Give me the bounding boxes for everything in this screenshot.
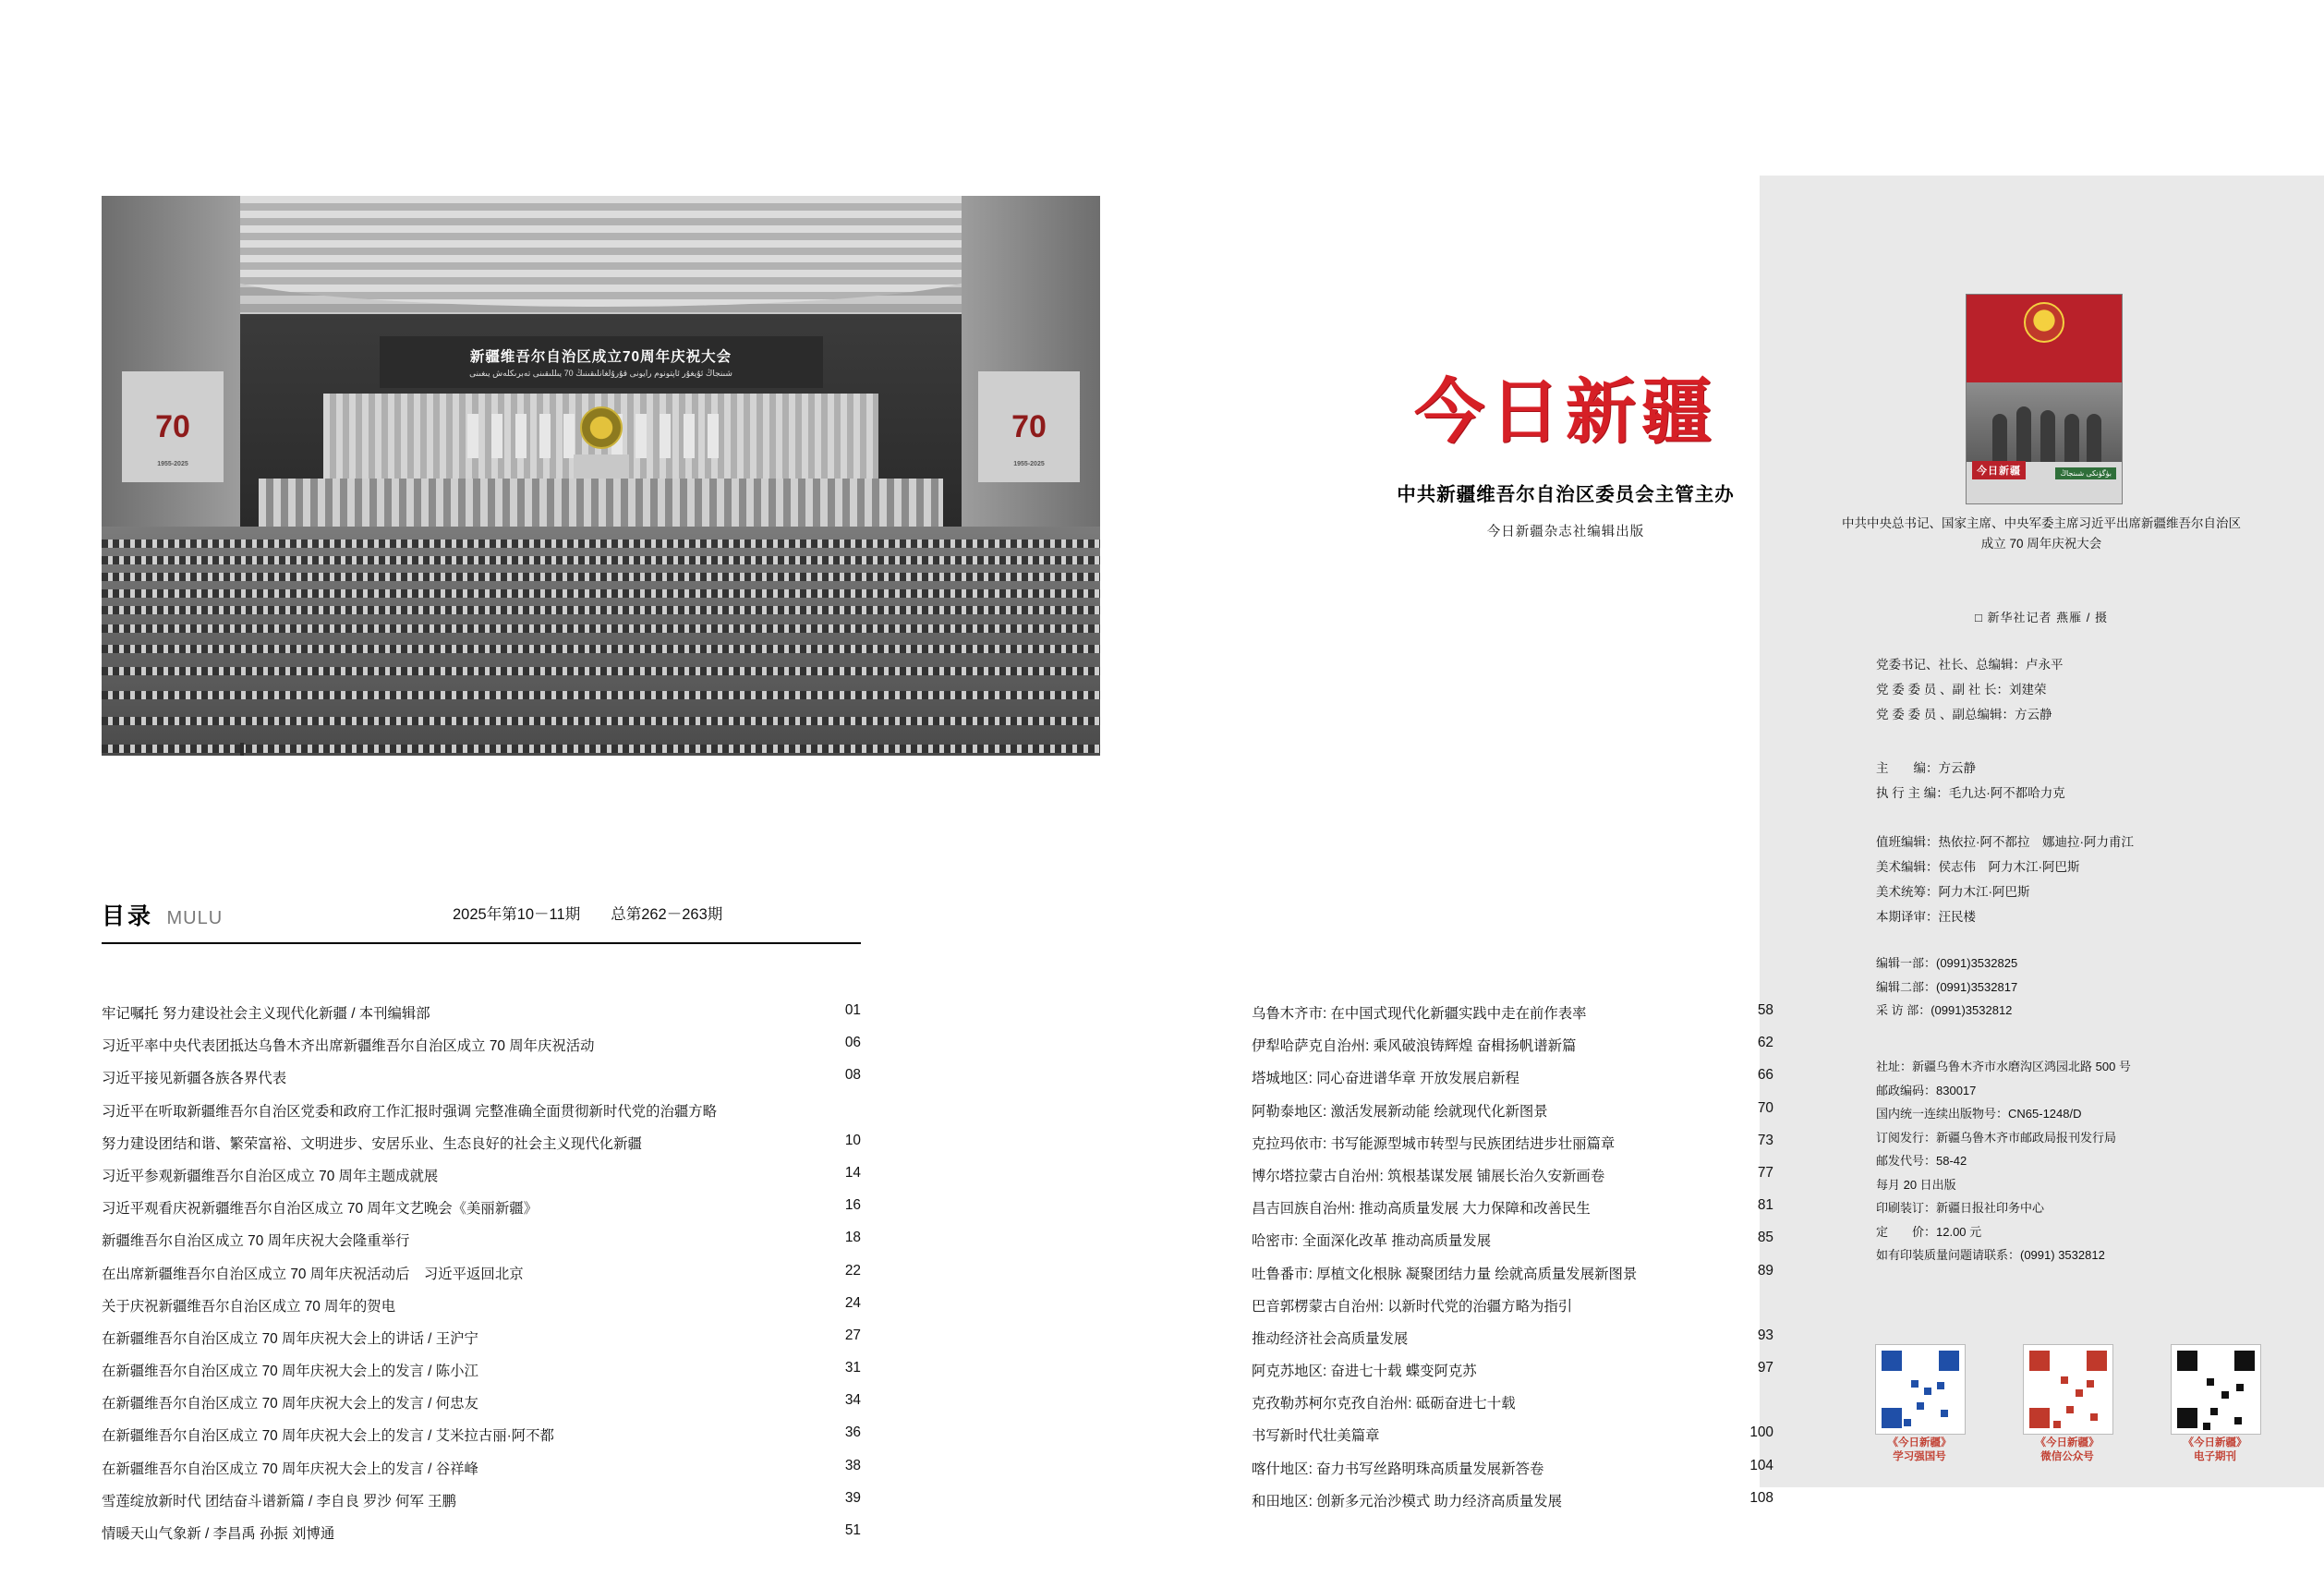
masthead-sponsor: 中共新疆维吾尔自治区委员会主管主办 bbox=[1397, 484, 1735, 505]
toc-entry-title: 克孜勒苏柯尔克孜自治州: 砥砺奋进七十载 bbox=[1252, 1396, 1516, 1412]
toc-entry-title: 在新疆维吾尔自治区成立 70 周年庆祝大会上的发言 / 艾米拉古丽·阿不都 bbox=[102, 1428, 554, 1445]
editor-list bbox=[1876, 756, 2310, 806]
toc-entry[interactable] bbox=[1252, 1327, 1773, 1360]
toc-entry-title: 推动经济社会高质量发展 bbox=[1252, 1330, 1409, 1347]
cover-photo bbox=[102, 196, 1100, 756]
audience-rows bbox=[102, 539, 1100, 756]
staff-item: 党 委 委 员 、副 社 长：刘建荣 bbox=[1876, 683, 2047, 697]
info-item: 如有印装质量问题请联系：(0991) 3532812 bbox=[1876, 1248, 2105, 1262]
toc-entry-page: 22 bbox=[844, 1262, 861, 1279]
toc-entry-page: 38 bbox=[844, 1457, 861, 1473]
anniversary-emblem-left bbox=[122, 371, 224, 482]
toc-entry-title: 在新疆维吾尔自治区成立 70 周年庆祝大会上的讲话 / 王沪宁 bbox=[102, 1330, 478, 1347]
emblem-right-number: 70 bbox=[1011, 408, 1047, 444]
cover-figures bbox=[1967, 394, 2122, 461]
toc-entry[interactable] bbox=[102, 1197, 861, 1230]
contact-list bbox=[1876, 952, 2319, 1023]
info-item: 订阅发行：新疆乌鲁木齐市邮政局报刊发行局 bbox=[1876, 1130, 2117, 1145]
info-item: 定 价：12.00 元 bbox=[1876, 1224, 1982, 1239]
masthead-publisher: 今日新疆杂志社编辑出版 bbox=[1486, 525, 1645, 539]
staff-item: 主 编：方云静 bbox=[1876, 761, 1976, 775]
toc-entry[interactable] bbox=[1252, 1295, 1764, 1327]
toc-entry-title: 新疆维吾尔自治区成立 70 周年庆祝大会隆重举行 bbox=[102, 1233, 410, 1250]
toc-entry-page: 81 bbox=[1757, 1197, 1773, 1214]
toc-entry-page: 14 bbox=[844, 1164, 861, 1181]
toc-entry-title: 雪莲绽放新时代 团结奋斗谱新篇 / 李自良 罗沙 何军 王鹏 bbox=[102, 1493, 456, 1509]
toc-entry-page: 93 bbox=[1757, 1327, 1773, 1343]
toc-header bbox=[102, 898, 905, 931]
toc-entry[interactable] bbox=[102, 1360, 861, 1392]
qr-code-row bbox=[1875, 1344, 2309, 1473]
toc-entry-page: 62 bbox=[1757, 1035, 1773, 1051]
toc-entry[interactable] bbox=[102, 1002, 861, 1035]
toc-entry[interactable] bbox=[1252, 1132, 1773, 1165]
toc-entry[interactable] bbox=[1252, 1489, 1773, 1522]
toc-entry-page: 85 bbox=[1757, 1230, 1773, 1246]
stage-seating bbox=[259, 479, 943, 530]
toc-entry-title: 和田地区: 创新多元治沙模式 助力经济高质量发展 bbox=[1252, 1493, 1563, 1509]
toc-entry-title: 阿勒泰地区: 激活发展新动能 绘就现代化新图景 bbox=[1252, 1103, 1548, 1120]
toc-entry[interactable] bbox=[102, 1392, 861, 1424]
toc-entry-title: 喀什地区: 奋力书写丝路明珠高质量发展新答卷 bbox=[1252, 1461, 1544, 1477]
toc-entry-title: 巴音郭楞蒙古自治州: 以新时代党的治疆方略为指引 bbox=[1252, 1298, 1573, 1315]
toc-entry-title: 伊犁哈萨克自治州: 乘风破浪铸辉煌 奋楫扬帆谱新篇 bbox=[1252, 1038, 1577, 1055]
publication-info bbox=[1876, 1055, 2319, 1267]
toc-entry[interactable] bbox=[102, 1490, 861, 1522]
toc-entry[interactable] bbox=[1252, 1067, 1773, 1099]
toc-entry[interactable] bbox=[102, 1230, 861, 1262]
toc-entry-page: 66 bbox=[1757, 1067, 1773, 1084]
toc-entry[interactable] bbox=[102, 1133, 861, 1165]
contact-item: 采 访 部：(0991)3532812 bbox=[1876, 1003, 2013, 1017]
toc-entry[interactable] bbox=[1252, 1164, 1773, 1197]
anniversary-emblem-right bbox=[978, 371, 1080, 482]
toc-entry-title: 在新疆维吾尔自治区成立 70 周年庆祝大会上的发言 / 陈小江 bbox=[102, 1364, 478, 1380]
ceiling-arc bbox=[212, 196, 989, 307]
staff-item: 本期译审：汪民楼 bbox=[1876, 910, 1976, 924]
contact-item: 编辑一部：(0991)3532825 bbox=[1876, 956, 2018, 970]
staff-item: 执 行 主 编：毛九达·阿不都哈力克 bbox=[1876, 786, 2065, 800]
toc-entry-page: 70 bbox=[1757, 1099, 1773, 1116]
toc-entry-page: 39 bbox=[844, 1489, 861, 1506]
toc-entry-title: 书写新时代壮美篇章 bbox=[1252, 1428, 1380, 1445]
toc-entry-title: 在新疆维吾尔自治区成立 70 周年庆祝大会上的发言 / 何忠友 bbox=[102, 1396, 478, 1412]
toc-entry-page: 104 bbox=[1749, 1457, 1773, 1473]
toc-entry[interactable] bbox=[1252, 1262, 1773, 1295]
stage-banner-subtitle: شىنجاڭ ئۇيغۇر ئاپتونوم رايونى قۇرۇلغانلىقىنىڭ 70 يىللىقىنى تەبرىكلەش يىغىنى bbox=[469, 369, 732, 378]
toc-entry-page: 77 bbox=[1757, 1164, 1773, 1181]
toc-column-right bbox=[1252, 1002, 1773, 1522]
cover-credit: □ 新华社记者 燕雁 / 摄 bbox=[1975, 611, 2108, 624]
toc-entry[interactable] bbox=[1252, 1457, 1773, 1490]
toc-entry-page: 58 bbox=[1757, 1002, 1773, 1018]
qr-emag-label: 《今日新疆》 电子期刊 bbox=[2183, 1437, 2247, 1462]
toc-entry[interactable] bbox=[102, 1165, 861, 1197]
toc-entry[interactable] bbox=[102, 1295, 861, 1327]
toc-entry-title: 阿克苏地区: 奋进七十载 蝶变阿克苏 bbox=[1252, 1364, 1477, 1380]
toc-entry-title: 博尔塔拉蒙古自治州: 筑根基谋发展 铺展长治久安新画卷 bbox=[1252, 1168, 1605, 1184]
toc-entry-title: 关于庆祝新疆维吾尔自治区成立 70 周年的贺电 bbox=[102, 1298, 396, 1315]
toc-entry-page: 100 bbox=[1749, 1424, 1773, 1441]
toc-entry-page: 08 bbox=[844, 1067, 861, 1084]
toc-entry-title: 吐鲁番市: 厚植文化根脉 凝聚团结力量 绘就高质量发展新图景 bbox=[1252, 1266, 1638, 1282]
toc-entry[interactable] bbox=[102, 1035, 861, 1067]
page-title: 目录 bbox=[102, 903, 154, 929]
toc-entry-title: 习近平参观新疆维吾尔自治区成立 70 周年主题成就展 bbox=[102, 1168, 439, 1184]
info-item: 邮发代号：58-42 bbox=[1876, 1154, 1967, 1168]
emblem-left-years: 1955-2025 bbox=[157, 461, 188, 467]
toc-entry-title: 习近平在听取新疆维吾尔自治区党委和政府工作汇报时强调 完整准确全面贯彻新时代党的治疆方略 bbox=[102, 1103, 718, 1120]
toc-entry[interactable] bbox=[1252, 1099, 1773, 1133]
toc-entry-page: 73 bbox=[1757, 1132, 1773, 1148]
contact-item: 编辑二部：(0991)3532817 bbox=[1876, 979, 2018, 994]
toc-entry-title: 乌鲁木齐市: 在中国式现代化新疆实践中走在前作表率 bbox=[1252, 1006, 1587, 1022]
cover-caption: 中共中央总书记、国家主席、中央军委主席习近平出席新疆维吾尔自治区成立 70 周年庆祝大会 bbox=[1842, 516, 2241, 551]
toc-entry-page: 34 bbox=[844, 1392, 861, 1409]
toc-entry[interactable] bbox=[1252, 1230, 1773, 1262]
toc-entry-title: 习近平率中央代表团抵达乌鲁木齐出席新疆维吾尔自治区成立 70 周年庆祝活动 bbox=[102, 1038, 595, 1055]
emblem-left-number: 70 bbox=[155, 408, 190, 444]
staff-item: 值班编辑：热依拉·阿不都拉 娜迪拉·阿力甫江 bbox=[1876, 835, 2134, 849]
toc-entry-page: 97 bbox=[1757, 1360, 1773, 1376]
qr-xuexi-code[interactable] bbox=[1875, 1344, 1966, 1435]
cover-subtitle-badge: بۈگۈنكى شىنجاڭ bbox=[2055, 467, 2116, 479]
toc-entry-title: 昌吉回族自治州: 推动高质量发展 大力保障和改善民生 bbox=[1252, 1201, 1591, 1218]
toc-entry[interactable] bbox=[1252, 1035, 1773, 1067]
page-title-pinyin: MULU bbox=[166, 908, 224, 928]
info-item: 每月 20 日出版 bbox=[1876, 1177, 1956, 1192]
toc-entry-page: 24 bbox=[844, 1294, 861, 1311]
toc-entry-page: 31 bbox=[844, 1360, 861, 1376]
toc-entry-page: 18 bbox=[844, 1230, 861, 1246]
qr-emag-code[interactable] bbox=[2171, 1344, 2261, 1435]
cover-emblem-icon bbox=[2024, 302, 2064, 343]
toc-entry-page: 89 bbox=[1757, 1262, 1773, 1279]
toc-divider bbox=[102, 942, 861, 944]
staff-list bbox=[1876, 652, 2310, 727]
qr-wechat-code[interactable] bbox=[2023, 1344, 2113, 1435]
cover-top-band bbox=[1967, 295, 2122, 382]
toc-entry-title: 习近平接见新疆各族各界代表 bbox=[102, 1071, 287, 1087]
toc-entry-page: 16 bbox=[844, 1197, 861, 1214]
national-emblem-icon bbox=[580, 406, 623, 449]
toc-entry[interactable] bbox=[1252, 1197, 1773, 1230]
duty-editor-list bbox=[1876, 830, 2310, 929]
toc-entry[interactable] bbox=[102, 1458, 861, 1490]
toc-entry-page: 01 bbox=[844, 1002, 861, 1018]
toc-column-left bbox=[102, 1002, 861, 1555]
stage-banner bbox=[380, 336, 823, 388]
toc-entry[interactable] bbox=[102, 1263, 861, 1295]
info-item: 国内统一连续出版物号：CN65-1248/D bbox=[1876, 1107, 2082, 1121]
toc-entry[interactable] bbox=[1252, 1392, 1764, 1424]
toc-entry[interactable] bbox=[1252, 1360, 1773, 1392]
toc-entry-page: 06 bbox=[844, 1035, 861, 1051]
toc-entry-title: 塔城地区: 同心奋进谱华章 开放发展启新程 bbox=[1252, 1071, 1519, 1087]
emblem-right-years: 1955-2025 bbox=[1013, 461, 1045, 467]
issue-info: 2025年第10－11期 总第262－263期 bbox=[453, 906, 723, 923]
toc-entry[interactable] bbox=[1252, 1424, 1773, 1457]
cover-title-badge: 今日新疆 bbox=[1972, 461, 2026, 479]
toc-entry-title: 努力建设团结和谐、繁荣富裕、文明进步、安居乐业、生态良好的社会主义现代化新疆 bbox=[102, 1135, 642, 1152]
cover-thumbnail bbox=[1966, 294, 2123, 504]
toc-entry[interactable] bbox=[102, 1067, 861, 1099]
toc-entry-title: 牢记嘱托 努力建设社会主义现代化新疆 / 本刊编辑部 bbox=[102, 1006, 430, 1022]
toc-entry-title: 哈密市: 全面深化改革 推动高质量发展 bbox=[1252, 1233, 1492, 1250]
masthead bbox=[1367, 370, 1764, 540]
qr-xuexi-label: 《今日新疆》 学习强国号 bbox=[1887, 1437, 1952, 1462]
staff-item: 美术统筹：阿力木江·阿巴斯 bbox=[1876, 885, 2030, 899]
info-item: 邮政编码：830017 bbox=[1876, 1083, 1977, 1097]
staff-item: 党 委 委 员 、副总编辑：方云静 bbox=[1876, 708, 2052, 721]
toc-entry-page: 108 bbox=[1749, 1489, 1773, 1506]
toc-entry-title: 习近平观看庆祝新疆维吾尔自治区成立 70 周年文艺晚会《美丽新疆》 bbox=[102, 1201, 538, 1218]
toc-entry-page: 36 bbox=[844, 1424, 861, 1441]
toc-entry[interactable] bbox=[102, 1522, 861, 1555]
toc-entry-title: 情暖天山气象新 / 李昌禹 孙振 刘博通 bbox=[102, 1526, 335, 1542]
info-item: 社址：新疆乌鲁木齐市水磨沟区鸿园北路 500 号 bbox=[1876, 1060, 2131, 1073]
staff-item: 美术编辑：侯志伟 阿力木江·阿巴斯 bbox=[1876, 860, 2080, 874]
stage-banner-title: 新疆维吾尔自治区成立70周年庆祝大会 bbox=[469, 349, 732, 365]
qr-wechat-label: 《今日新疆》 微信公众号 bbox=[2035, 1437, 2100, 1462]
toc-entry-page: 10 bbox=[844, 1132, 861, 1148]
toc-entry-page: 51 bbox=[844, 1522, 861, 1538]
toc-entry[interactable] bbox=[102, 1327, 861, 1360]
toc-entry-title: 在新疆维吾尔自治区成立 70 周年庆祝大会上的发言 / 谷祥峰 bbox=[102, 1461, 478, 1477]
toc-entry[interactable] bbox=[102, 1424, 861, 1457]
toc-entry-title: 在出席新疆维吾尔自治区成立 70 周年庆祝活动后 习近平返回北京 bbox=[102, 1266, 524, 1282]
microphone-stand bbox=[240, 743, 244, 756]
magazine-logo: 今日新疆 bbox=[1414, 370, 1717, 453]
toc-entry[interactable] bbox=[1252, 1002, 1773, 1035]
toc-entry-title: 克拉玛依市: 书写能源型城市转型与民族团结进步壮丽篇章 bbox=[1252, 1135, 1616, 1152]
toc-entry[interactable] bbox=[102, 1100, 861, 1133]
toc-entry-page: 27 bbox=[844, 1327, 861, 1343]
info-item: 印刷装订：新疆日报社印务中心 bbox=[1876, 1201, 2045, 1215]
staff-item: 党委书记、社长、总编辑：卢永平 bbox=[1876, 658, 2064, 672]
